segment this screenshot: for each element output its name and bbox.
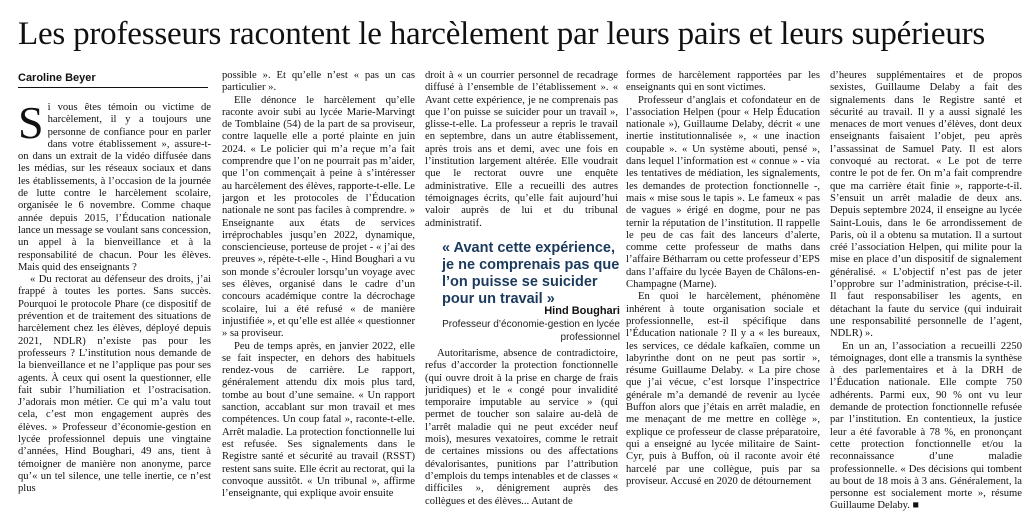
paragraph: Si vous êtes témoin ou victime de harcèlement, il y a toujours une personne de confiance pour en parler dans votre établissement », assure-t-on dans un extrait de la vidéo diffusée dans les médias, sur les réseaux sociaux et dans les établissements, à l’occasion de la journée de lutte contre le harcèlement scolaire, organisée le 6 novembre. Comme chaque année depuis 2015, l’Éducation nationale lance un message se voulant sans concession, un appel à la bienveillance et à la responsabilité de chacun. Pour les élèves. Mais quid des enseignants ? bbox=[18, 102, 211, 273]
paragraph: Peu de temps après, en janvier 2022, elle se fait inspecter, en dehors des habituels rendez-vous de carrière. Le rapport, généralement attendu dix mois plus tard, tombe au bout d’une semaine. « Un rapport sanction, accablant sur mon travail et mes compétences. Un coup fatal », raconte-t-elle. Arrêt maladie. La protection fonctionnelle lui est refusée. Ses signalements dans le Registre santé et sécurité au travail (RSST) restent sans suite. Elle écrit au rectorat, qui la convoque aussitôt. « Un tribunal », affirme l’enseignante, qui explique avoir ensuite bbox=[222, 340, 415, 500]
paragraph: possible ». Et qu’elle n’est « pas un cas particulier ». bbox=[222, 70, 415, 94]
article-headline: Les professeurs racontent le harcèlement par leurs pairs et leurs supérieurs bbox=[18, 16, 986, 52]
column-5 bbox=[830, 70, 1022, 520]
column-4 bbox=[626, 70, 820, 520]
paragraph: En un an, l’association a recueilli 2250 témoignages, dont elle a transmis la synthèse à des parlementaires et à la DRH de l’Éducation nationale. Elle compte 750 adhérents. Parmi eux, 90 % ont vu leur demande de protection fonctionnelle refusée par l’institution. En contentieux, la justice leur a été favorable à 78 %, en prononçant cette protection fonctionnelle et/ou la reconnaissance d’une maladie professionnelle. « Des décisions qui tombent au bout de 18 mois à 3 ans. Généralement, la personne est socialement morte », résume Guillaume Delaby. ■ bbox=[830, 340, 1022, 512]
column-2 bbox=[222, 70, 415, 520]
paragraph: En quoi le harcèlement, phénomène inhérent à toute organisation sociale et professionnelle, est-il spécifique dans l’Éducation nationale ? Il y a « les bureaux, les services, ce dédale kafkaïen, comme un labyrinthe dont on ne peut pas sortir », résume Guillaume Delaby. « La pire chose que j’ai vécue, c’est lorsque l’inspectrice générale m’a demandé de revenir au lycée Buffon alors que j’étais en arrêt maladie, en me menaçant de me mettre en collège », explique ce professeur de classe préparatoire, qui a enseigné au lycée militaire de Saint-Cyr, puis à Buffon, où il raconte avoir été harcelé par une collègue, puis par sa proviseur. Accusé en 2020 de détournement bbox=[626, 291, 820, 487]
column-3 bbox=[425, 70, 618, 235]
pull-quote: « Avant cette expérience, je ne comprenais pas que l’on puisse se suicider pour un travail » bbox=[442, 240, 620, 307]
column-1 bbox=[18, 102, 211, 520]
paragraph: Elle dénonce le harcèlement qu’elle raconte avoir subi au lycée Marie-Marvingt de Tomblaine (54) de la part de sa proviseur, contre laquelle elle a porté plainte en juin 2024. « Le policier qui m’a reçue m’a fait comprendre que l’on ne pourrait pas m’aider, que l’on commençait à peine à s’intéresser au harcèlement des élèves, rapporte-t-elle. Le jargon et les protocoles de l’Éducation nationale ne sont pas faciles à comprendre. » Enseignante aux états de services irréprochables jusqu’en 2022, dynamique, consciencieuse, porteuse de projet - « j’ai des preuves », répète-t-elle -, Hind Boughari a vu son monde s’écrouler lorsqu’un voyage avec ses élèves, organisé dans le cadre d’un concours académique contre la décrochage scolaire, lui a été refusé « de manière injustifiée », et qu’elle est allée « questionner » sa proviseur. bbox=[222, 94, 415, 340]
drop-cap: S bbox=[18, 102, 44, 148]
paragraph: d’heures supplémentaires et de propos sexistes, Guillaume Delaby a fait des signalements dans le Registre santé et sécurité au travail. Il y a aussi signalé les menaces de mort venues d’élèves, dont deux enseignants faisaient l’objet, peu après l’assassinat de Samuel Paty. Il est alors convoqué au rectorat. « Le pot de terre contre le pot de fer. On m’a fait comprendre que ma carrière était finie », rapporte-t-il. S’ensuit un arrêt maladie de deux ans. Depuis septembre 2024, il enseigne au lycée Saint-Louis, dans le 6e arrondissement de Paris, où il a obtenu sa mutation. Il a surtout créé l’association Helpen, qui milite pour la mise en place d’un dispositif de signalement généralisé. « L’objectif n’est pas de jeter l’opprobre sur l’administration, précise-t-il. Il faut responsabiliser les agents, en détachant la faute du service (qui induirait une responsabilité personnelle de l’agent, NDLR) ». bbox=[830, 70, 1022, 340]
pull-quote-role: Professeur d’économie-gestion en lycée professionnel bbox=[442, 319, 620, 343]
paragraph: droit à « un courrier personnel de recadrage diffusé à l’ensemble de l’établissement ». « Avant cette expérience, je ne comprenais pas que l’on puisse se suicider pour un travail », glisse-t-elle. La professeur a repris le travail en septembre, dans un autre établissement, après trois ans et demi, avec une fois en l’institution largement altérée. Elle voudrait que le rectorat ouvre une enquête administrative. Elle a recueilli des autres témoignages écrits, qu’elle fait aujourd’hui valoir auprès de lui et du tribunal administratif. bbox=[425, 70, 618, 229]
article-byline: Caroline Beyer bbox=[18, 71, 208, 88]
pull-quote-author: Hind Boughari bbox=[544, 305, 620, 317]
paragraph: formes de harcèlement rapportées par les enseignants qui en sont victimes. bbox=[626, 70, 820, 94]
paragraph: Autoritarisme, absence de contradictoire, refus d’accorder la protection fonctionnelle (qui ouvre droit à la prise en charge de frais juridiques) et le « congé pour invalidité temporaire imputable au service » (qui permet de toucher son salaire au-delà de l’arrêt maladie qui ne peut excéder neuf mois), mesures vexatoires, comme le retrait de certaines missions ou des affectations dévalorisantes, punitions par l’attribution d’emplois du temps intenables et de classes « difficiles », dénigrement auprès des collègues et des élèves... Autant de bbox=[425, 348, 618, 507]
paragraph: « Du rectorat au défenseur des droits, j’ai frappé à toutes les portes. Sans succès. Pourquoi le protocole Phare (ce dispositif de prévention et de traitement des situations de harcèlement chez les élèves, déployé depuis 2021, NDLR) n’existe pas pour les professeurs ? L’institution nous demande de la bienveillance et ne l’applique pas pour ses agents. À ceux qui osent la questionner, elle fait subir l’humiliation et l’ostracisation. J’adorais mon métier. Ce qui m’a valu tout cela, c’est mon engagement auprès des élèves. » Professeur d’économie-gestion en lycée professionnel depuis une vingtaine d’années, Hind Boughari, 49 ans, tient à témoigner de manière non anonyme, parce qu’« un tel silence, une telle inertie, ce n’est plus bbox=[18, 274, 211, 495]
paragraph: Professeur d’anglais et cofondateur en de l’association Helpen (pour « Help Éducation nationale »), Guillaume Delaby, décrit « une inertie institutionnalisée », « une inaction coupable ». « Un système abouti, pensé », dans lequel l’information est « connue » - via les tentatives de médiation, les signalements, les demandes de protection fonctionnelle -, mais « mise sous le tapis ». Le fameux « pas de vagues » érigé en dogme, pour ne pas ternir la réputation de l’institution. Il rappelle le peu de cas fait des lanceurs d’alerte, comme cette professeur de maths dans l’affaire Bétharram ou cette professeur d’EPS dans l’affaire du lycée Bayen de Châlons-en-Champagne (Marne). bbox=[626, 94, 820, 291]
column-3-continued bbox=[425, 348, 618, 520]
